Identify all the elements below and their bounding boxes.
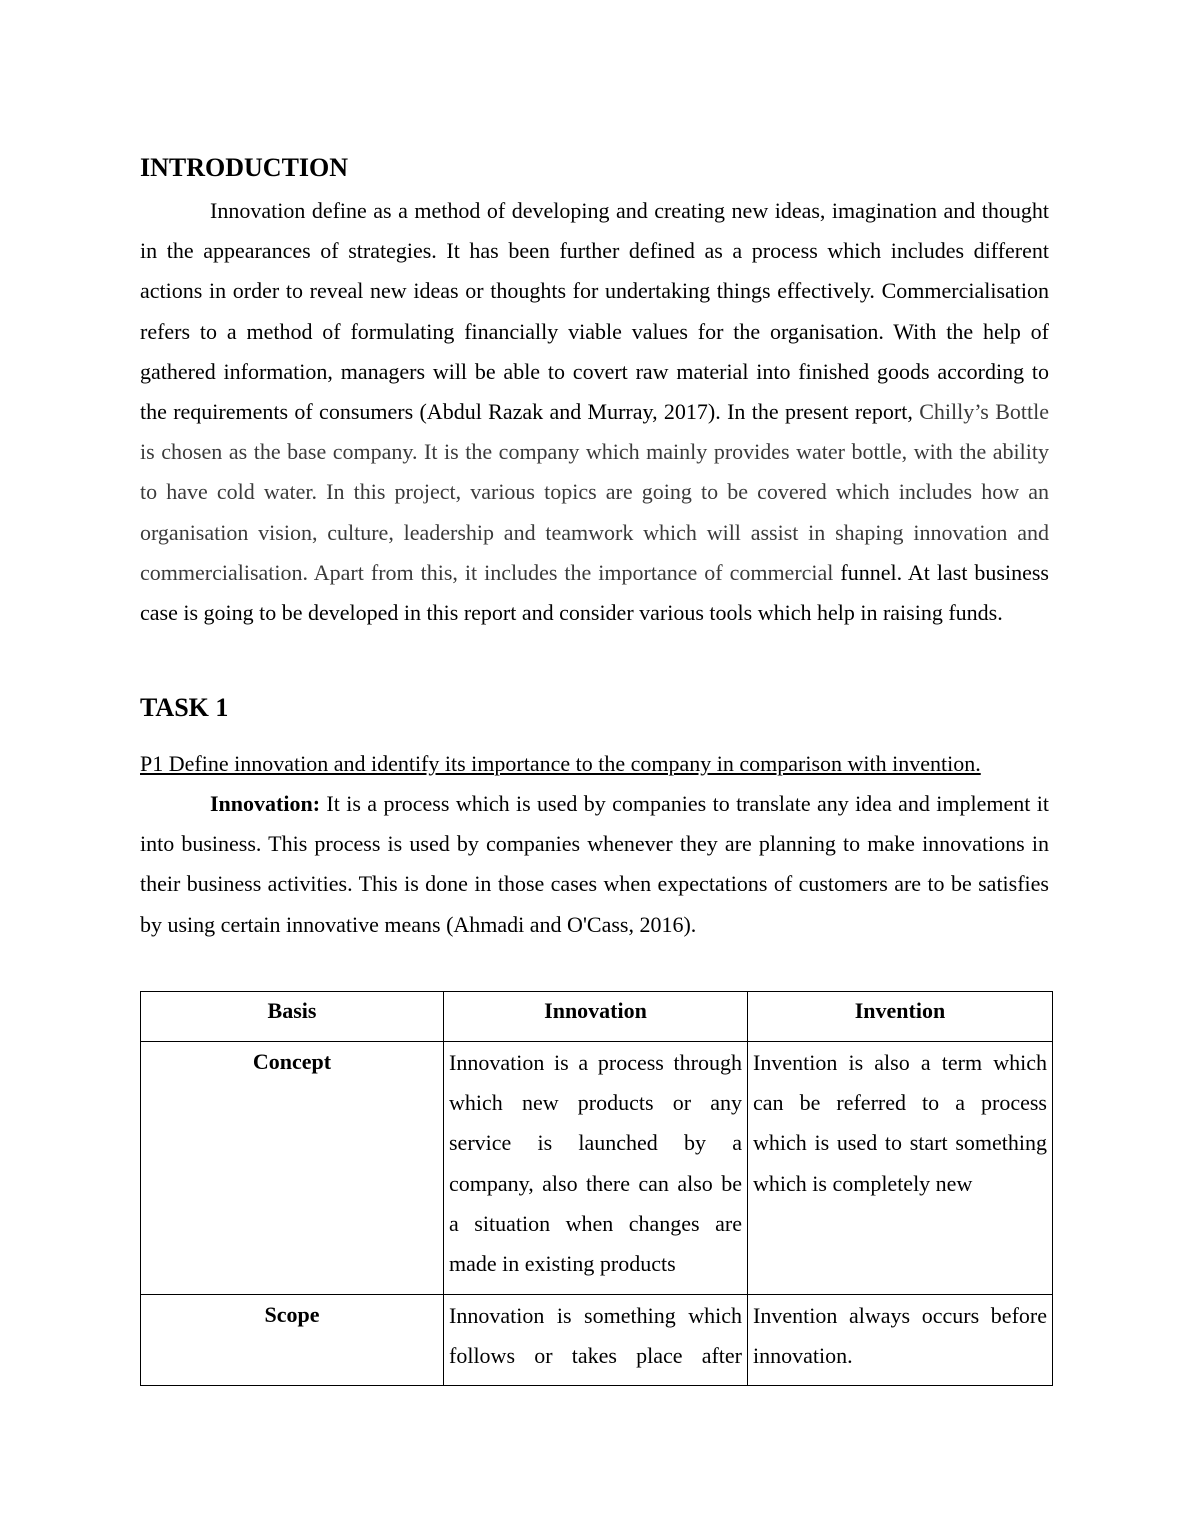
concept-innovation-text: Innovation is a process through which new products or any service is launched by a company, also there can also be a situation when changes are made in existing products bbox=[449, 1050, 742, 1277]
row-invention-cell bbox=[748, 1042, 1053, 1295]
task1-heading: TASK 1 bbox=[140, 693, 229, 722]
table-header-row bbox=[141, 992, 1053, 1042]
row-innovation-cell bbox=[444, 1042, 748, 1295]
table-row bbox=[141, 1295, 1053, 1386]
header-innovation: Innovation bbox=[444, 992, 748, 1042]
comparison-table bbox=[140, 991, 1053, 1386]
row-invention-cell bbox=[748, 1295, 1053, 1386]
scope-innovation-text: Innovation is something which follows or takes place after bbox=[449, 1303, 742, 1369]
row-basis-scope: Scope bbox=[141, 1295, 444, 1386]
row-basis-concept: Concept bbox=[141, 1042, 444, 1295]
header-basis: Basis bbox=[141, 992, 444, 1042]
scope-invention-text: Invention always occurs before innovation. bbox=[753, 1303, 1047, 1369]
concept-invention-text: Invention is also a term which can be referred to a process which is used to start something which is completely new bbox=[753, 1050, 1047, 1196]
innovation-definition-text: It is a process which is used by companies to translate any idea and implement it into business. This process is used by companies whenever they are planning to make innovations in their business activities. This is done in those cases when expectations of customers are to be satisfies by using certain innovative means (Ahmadi and O'Cass, 2016). bbox=[140, 791, 1049, 937]
table-row bbox=[141, 1042, 1053, 1295]
header-invention: Invention bbox=[748, 992, 1053, 1042]
row-innovation-cell bbox=[444, 1295, 748, 1386]
introduction-heading: INTRODUCTION bbox=[140, 153, 349, 182]
introduction-text-part-2: funnel. At last business case is going to be developed in this report and consider various tools which help in raising funds. bbox=[140, 559, 1049, 626]
innovation-definition-paragraph bbox=[140, 784, 1049, 945]
introduction-text-company: Chilly’s Bottle is chosen as the base company. It is the company which mainly provides water bottle, with the ability to have cold water. In this project, various topics are going to be covered which includes how an organisation vision, culture, leadership and teamwork which will assist in shaping innovation and commercialisation. Apart from this, it includes the importance of commercial bbox=[140, 399, 1049, 585]
introduction-paragraph bbox=[140, 191, 1049, 633]
introduction-text-part-1: Innovation define as a method of developing and creating new ideas, imagination and thought in the appearances of strategies. It has been further defined as a process which includes different actions in order to reveal new ideas or thoughts for undertaking things effectively. Commercialisation refers to a method of formulating financially viable values for the organisation. With the help of gathered information, managers will be able to covert raw material into finished goods according to the requirements of consumers (Abdul Razak and Murray, 2017). In the present report, bbox=[140, 198, 1049, 425]
task1-subheading: P1 Define innovation and identify its importance to the company in comparison with invention. bbox=[140, 751, 981, 776]
innovation-term: Innovation: bbox=[210, 791, 321, 816]
